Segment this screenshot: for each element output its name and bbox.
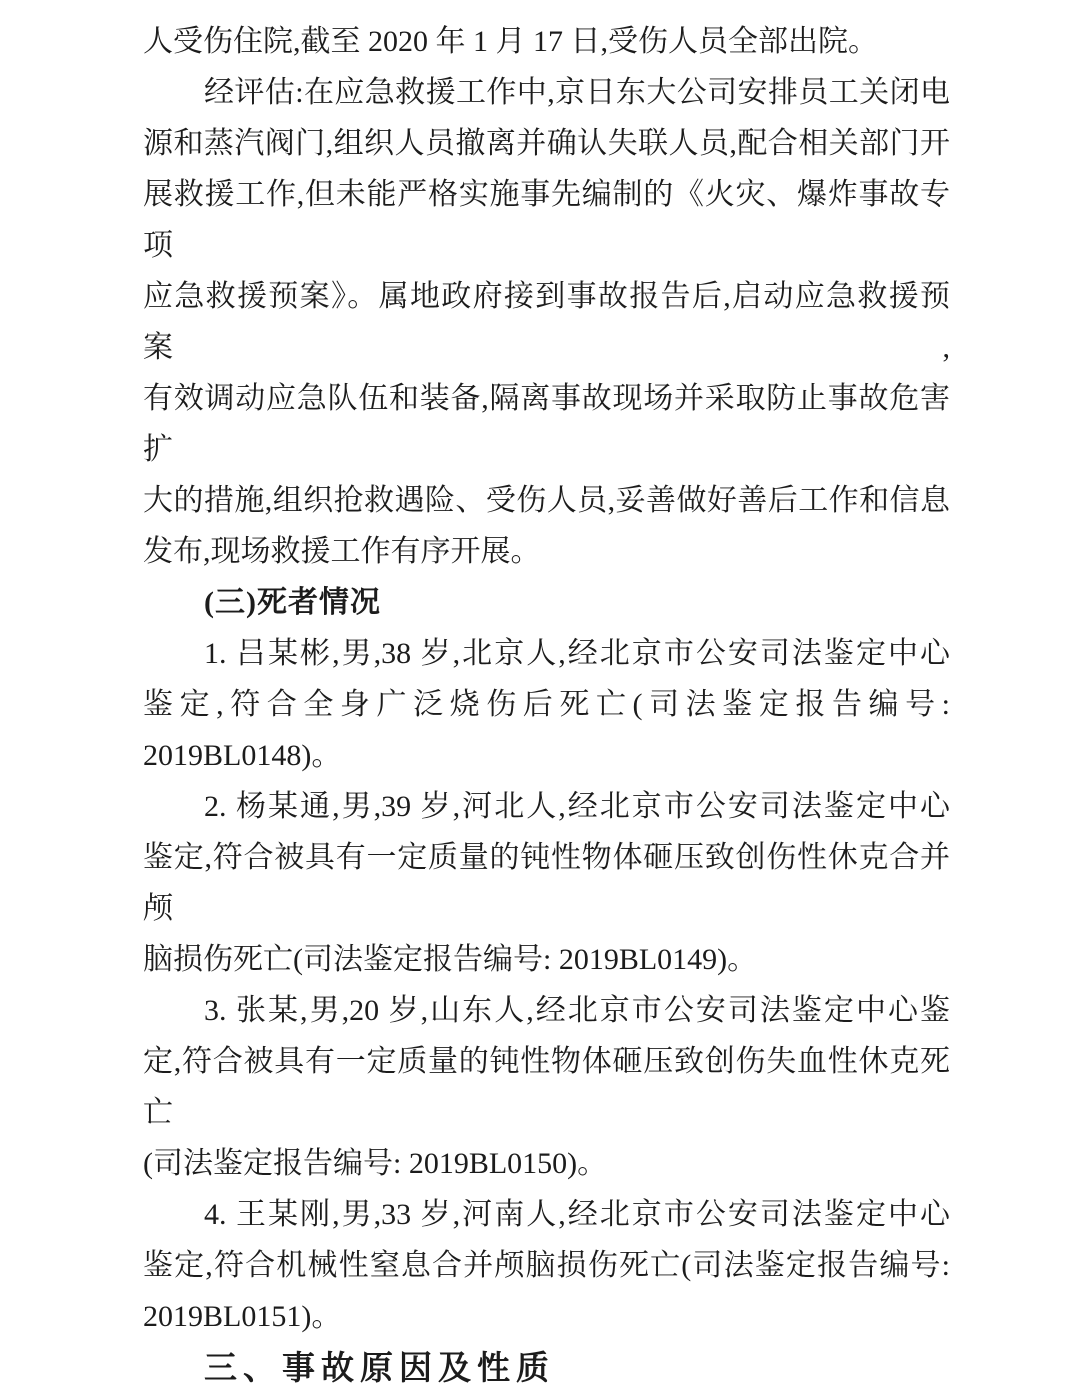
text-line: 定,符合被具有一定质量的钝性物体砸压致创伤失血性休克死亡	[143, 1045, 950, 1129]
text-line: 应急救援预案》。属地政府接到事故报告后,启动应急救援预案,	[143, 280, 950, 364]
text-line: 鉴定,符合机械性窒息合并颅脑损伤死亡(司法鉴定报告编号:	[143, 1249, 950, 1282]
text-line: 源和蒸汽阀门,组织人员撤离并确认失联人员,配合相关部门开	[143, 127, 950, 160]
text-line: 大的措施,组织抢救遇险、受伤人员,妥善做好善后工作和信息	[143, 484, 950, 517]
text-line-report-number-3: (司法鉴定报告编号: 2019BL0150)。	[143, 1147, 608, 1180]
text-line: 鉴定,符合全身广泛烧伤后死亡(司法鉴定报告编号:	[143, 688, 950, 721]
text-line: 鉴定,符合被具有一定质量的钝性物体砸压致创伤性休克合并颅	[143, 841, 950, 925]
text-line: 人受伤住院,截至 2020 年 1 月 17 日,受伤人员全部出院。	[143, 25, 878, 58]
text-line: 发布,现场救援工作有序开展。	[143, 535, 541, 568]
section-heading-deceased: (三)死者情况	[204, 586, 381, 619]
text-line: 展救援工作,但未能严格实施事先编制的《火灾、爆炸事故专项	[143, 178, 950, 262]
text-line-report-number-2: 脑损伤死亡(司法鉴定报告编号: 2019BL0149)。	[143, 943, 758, 976]
text-line-report-number-4: 2019BL0151)。	[143, 1300, 342, 1333]
text-line: 有效调动应急队伍和装备,隔离事故现场并采取防止事故危害扩	[143, 382, 950, 466]
text-line-victim-1: 1. 吕某彬,男,38 岁,北京人,经北京市公安司法鉴定中心	[204, 637, 950, 670]
section-heading-cause: 三、事故原因及性质	[204, 1349, 555, 1386]
text-line-victim-3: 3. 张某,男,20 岁,山东人,经北京市公安司法鉴定中心鉴	[204, 994, 950, 1027]
text-line: 经评估:在应急救援工作中,京日东大公司安排员工关闭电	[204, 76, 950, 109]
text-line-report-number-1: 2019BL0148)。	[143, 739, 342, 772]
text-line-victim-2: 2. 杨某通,男,39 岁,河北人,经北京市公安司法鉴定中心	[204, 790, 950, 823]
text-line-victim-4: 4. 王某刚,男,33 岁,河南人,经北京市公安司法鉴定中心	[204, 1198, 950, 1231]
